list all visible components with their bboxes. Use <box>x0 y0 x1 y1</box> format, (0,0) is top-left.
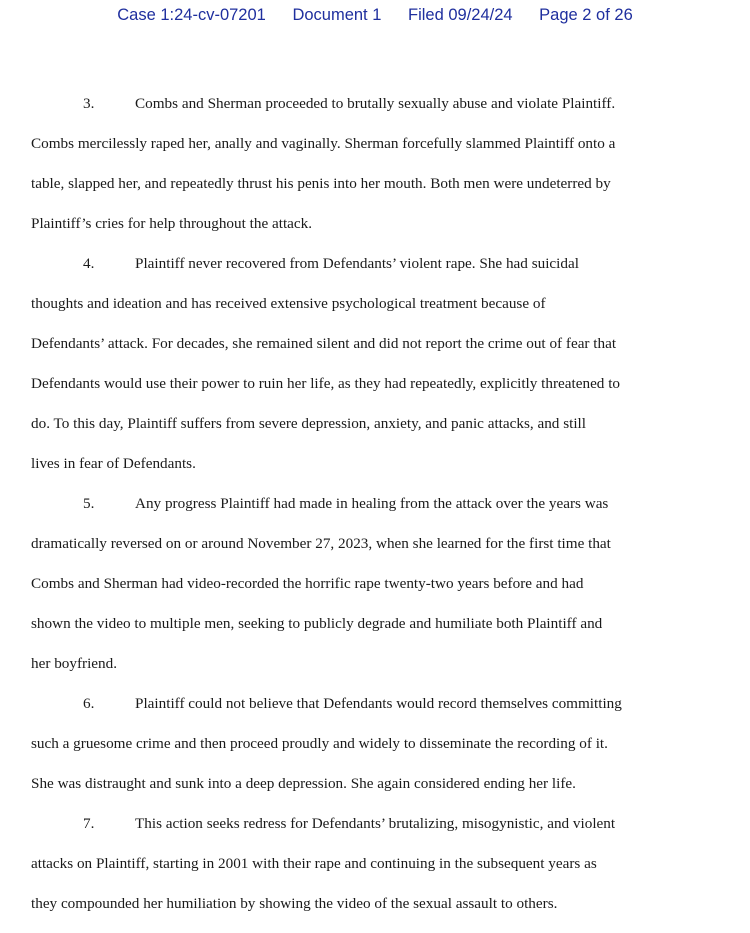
document-body <box>31 84 711 924</box>
page-number: Page 2 of 26 <box>539 6 633 24</box>
paragraph-line <box>31 84 711 124</box>
paragraph-line: Combs mercilessly raped her, anally and vaginally. Sherman forcefully slammed Plaintiff onto a <box>31 135 616 152</box>
paragraph-3 <box>31 84 711 244</box>
paragraph-line <box>31 684 711 724</box>
paragraph-line: Defendants’ attack. For decades, she remained silent and did not report the crime out of fear that <box>31 335 617 352</box>
paragraph-number: 5. <box>83 495 95 512</box>
paragraph-text: Plaintiff could not believe that Defendants would record themselves committing <box>135 695 622 712</box>
paragraph-6 <box>31 684 711 804</box>
paragraph-line: table, slapped her, and repeatedly thrust his penis into her mouth. Both men were undeterred by <box>31 175 611 192</box>
paragraph-line: She was distraught and sunk into a deep depression. She again considered ending her life. <box>31 775 576 792</box>
paragraph-line <box>31 804 711 844</box>
paragraph-number: 7. <box>83 815 95 832</box>
paragraph-line: dramatically reversed on or around November 27, 2023, when she learned for the first time that <box>31 535 611 552</box>
case-number: Case 1:24-cv-07201 <box>117 6 266 24</box>
paragraph-7 <box>31 804 711 924</box>
paragraph-line: attacks on Plaintiff, starting in 2001 with their rape and continuing in the subsequent years as <box>31 855 597 872</box>
filed-date: Filed 09/24/24 <box>408 6 513 24</box>
paragraph-line <box>31 484 711 524</box>
paragraph-line: her boyfriend. <box>31 655 118 672</box>
paragraph-text: Plaintiff never recovered from Defendants’ violent rape. She had suicidal <box>135 255 579 272</box>
paragraph-line: Defendants would use their power to ruin her life, as they had repeatedly, explicitly threatened to <box>31 375 621 392</box>
paragraph-text: Any progress Plaintiff had made in healing from the attack over the years was <box>135 495 609 512</box>
paragraph-line: Plaintiff’s cries for help throughout the attack. <box>31 215 313 232</box>
paragraph-line: thoughts and ideation and has received extensive psychological treatment because of <box>31 295 546 312</box>
paragraph-line: Combs and Sherman had video-recorded the horrific rape twenty-two years before and had <box>31 575 584 592</box>
page-header <box>0 6 750 25</box>
paragraph-line: do. To this day, Plaintiff suffers from severe depression, anxiety, and panic attacks, and still <box>31 415 586 432</box>
paragraph-line: such a gruesome crime and then proceed proudly and widely to disseminate the recording of it. <box>31 735 608 752</box>
paragraph-text: Combs and Sherman proceeded to brutally sexually abuse and violate Plaintiff. <box>135 95 616 112</box>
paragraph-number: 6. <box>83 695 95 712</box>
paragraph-line: they compounded her humiliation by showing the video of the sexual assault to others. <box>31 895 558 912</box>
paragraph-line: lives in fear of Defendants. <box>31 455 196 472</box>
paragraph-number: 3. <box>83 95 95 112</box>
paragraph-4 <box>31 244 711 484</box>
paragraph-text: This action seeks redress for Defendants’ brutalizing, misogynistic, and violent <box>135 815 616 832</box>
paragraph-5 <box>31 484 711 684</box>
paragraph-number: 4. <box>83 255 95 272</box>
document-number: Document 1 <box>292 6 382 24</box>
paragraph-line: shown the video to multiple men, seeking to publicly degrade and humiliate both Plaintiff and <box>31 615 603 632</box>
paragraph-line <box>31 244 711 284</box>
